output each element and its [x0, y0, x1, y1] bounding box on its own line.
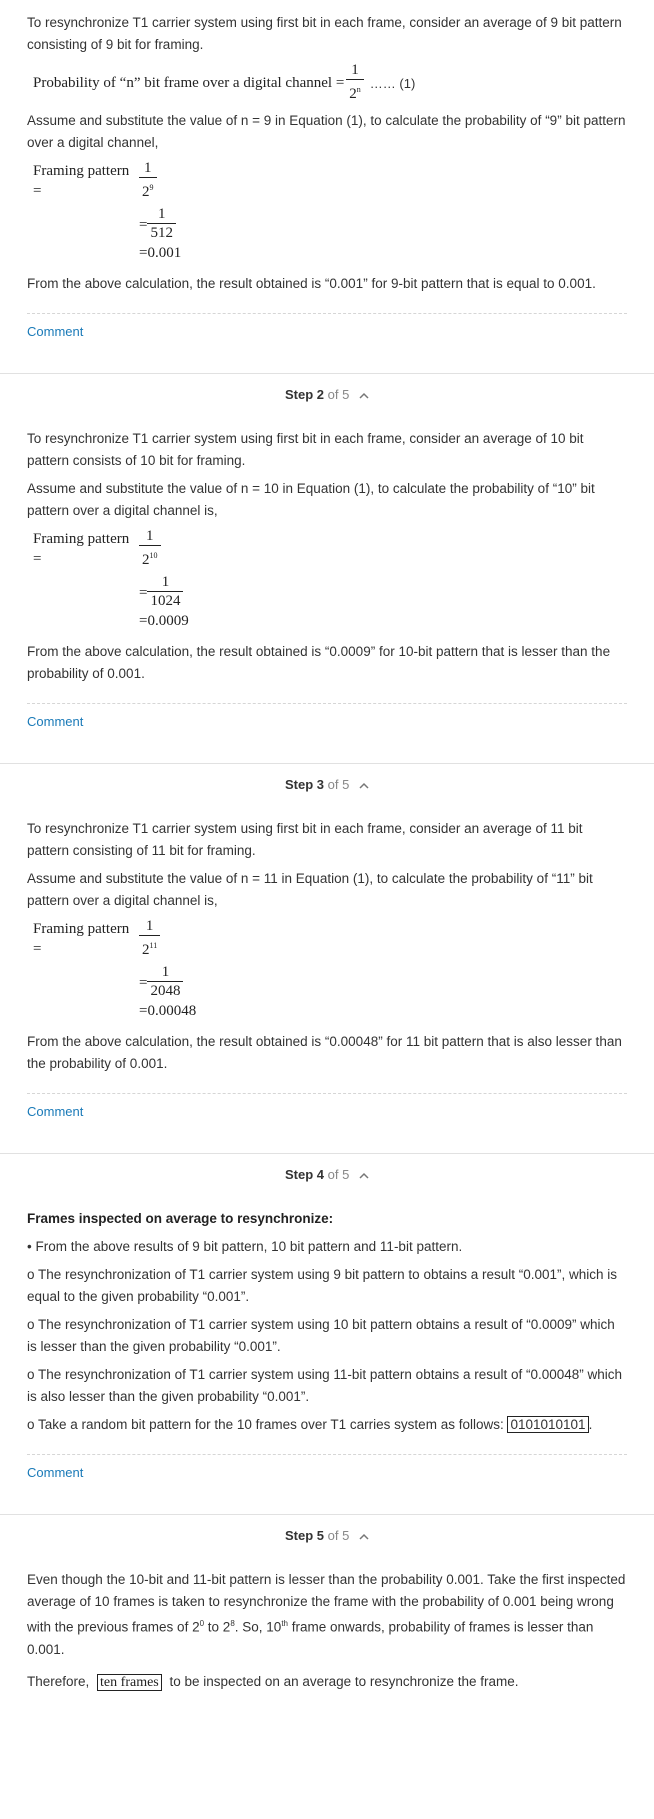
framing-pattern-label: Framing pattern = [33, 921, 130, 957]
equals-sign: = [139, 216, 148, 233]
step2-conclusion: From the above calculation, the result obtained is “0.0009” for 10-bit pattern that is lesser than the probability of 0.001. [27, 644, 611, 681]
fraction-denominator: 2048 [150, 983, 181, 999]
step3-result: =0.00048 [139, 1003, 197, 1019]
step3-conclusion: From the above calculation, the result obtained is “0.00048” for 11 bit pattern that is also lesser than the probability of 0.001. [27, 1034, 622, 1071]
step1-fraction-1 [139, 160, 157, 202]
framing-pattern-label: Framing pattern = [33, 531, 130, 567]
text-fragment: to be inspected on an average to resynchronize the frame. [169, 1673, 519, 1689]
fraction-numerator: 1 [139, 528, 161, 546]
step3-fraction-2 [147, 964, 183, 1001]
fraction-numerator: 1 [139, 160, 157, 178]
fraction-numerator: 1 [147, 574, 183, 592]
fraction-denominator: 512 [150, 225, 173, 241]
step4-bullet-3: o The resynchronization of T1 carrier system using 10 bit pattern obtains a result of “0.0009” which is lesser than the given probability “0.001”. [27, 1317, 615, 1354]
step2-fraction-1 [139, 528, 161, 570]
step-count: of 5 [327, 387, 350, 402]
text-fragment: Even though the 10-bit and 11-bit pattern is lesser than the probability 0.001. Take the first inspected average of 10 frames is taken to resynchronize the frame with the probability of 0.001 being wrong with the previous frames of 2 [27, 1572, 626, 1635]
text-fragment: frame onwards, probability of frames is lesser than 0.001. [27, 1619, 594, 1657]
fraction-denominator [139, 936, 160, 960]
equals-sign: = [139, 584, 148, 601]
step4-body [0, 1208, 654, 1436]
step1-result: =0.001 [139, 245, 182, 261]
fraction-denominator: 1024 [150, 593, 181, 609]
step3-header[interactable] [0, 774, 654, 796]
step1-assume: Assume and substitute the value of n = 9 in Equation (1), to calculate the probability of “9” bit pattern over a digital channel, [27, 113, 626, 150]
fraction-base: 2 [142, 184, 150, 200]
fraction-denominator [139, 546, 161, 570]
step5-explanation [27, 1569, 627, 1661]
step3-fraction-1 [139, 918, 160, 960]
step1-body [0, 0, 654, 295]
step5-final-answer [27, 1671, 627, 1694]
equation-1-denominator [346, 80, 364, 104]
step4-bullet-2: o The resynchronization of T1 carrier system using 9 bit pattern to obtains a result “0.001”, which is equal to the given probability “0.001”. [27, 1267, 618, 1304]
comment-link[interactable]: Comment [27, 324, 84, 339]
superscript: 8 [230, 1619, 235, 1628]
chevron-up-icon[interactable] [359, 781, 369, 791]
equation-1-base: 2 [349, 86, 357, 102]
step3-assume: Assume and substitute the value of n = 11 in Equation (1), to calculate the probability of “11” bit pattern over a digital channel is, [27, 871, 593, 908]
divider [27, 703, 627, 704]
superscript: 0 [199, 1619, 205, 1628]
equals-sign: = [139, 974, 148, 991]
comment-link[interactable]: Comment [27, 1465, 84, 1480]
fraction-exponent: 11 [149, 941, 158, 950]
equation-1-exponent: n [356, 85, 361, 94]
fraction-numerator: 1 [147, 964, 183, 982]
superscript: th [281, 1619, 288, 1628]
step4-title: Frames inspected on average to resynchronize: [27, 1211, 334, 1226]
step-label: Step 2 [285, 387, 325, 402]
step-label: Step 3 [285, 777, 325, 792]
text-fragment: . So, 10 [234, 1619, 282, 1635]
step4-bullet-5 [27, 1414, 627, 1436]
step3-body [0, 818, 654, 1075]
fraction-exponent: 10 [149, 551, 158, 560]
step1-conclusion: From the above calculation, the result obtained is “0.001” for 9-bit pattern that is equal to 0.001. [27, 276, 596, 291]
bullet-text: o Take a random bit pattern for the 10 frames over T1 carries system as follows: [27, 1417, 504, 1432]
divider [27, 313, 627, 314]
step-label: Step 5 [285, 1528, 325, 1543]
text-fragment: to 2 [204, 1619, 231, 1635]
fraction-denominator [139, 178, 157, 202]
fraction-numerator: 1 [139, 918, 160, 936]
equation-1-label: Probability of “n” bit frame over a digital channel = [33, 74, 345, 91]
equation-1-number: …… (1) [369, 75, 416, 91]
divider [27, 1093, 627, 1094]
fraction-base: 2 [142, 942, 150, 958]
step4-bullet-4: o The resynchronization of T1 carrier system using 11-bit pattern obtains a result of “0.00048” which is also lesser than the given probability “0.001”. [27, 1367, 623, 1404]
step2-intro: To resynchronize T1 carrier system using first bit in each frame, consider an average of 10 bit pattern consists of 10 bit for framing. [27, 431, 584, 468]
step1-intro: To resynchronize T1 carrier system using first bit in each frame, consider an average of 9 bit pattern consisting of 9 bit for framing. [27, 15, 622, 52]
step4-header[interactable] [0, 1164, 654, 1186]
step2-result: =0.0009 [139, 613, 189, 629]
final-answer-box: ten frames [97, 1674, 162, 1691]
fraction-exponent: 9 [149, 183, 154, 192]
step2-fraction-2 [147, 574, 183, 611]
framing-pattern-label: Framing pattern = [33, 163, 130, 199]
text-fragment: Therefore, [27, 1673, 90, 1689]
step3-framing-calc [33, 918, 627, 1021]
fraction-base: 2 [142, 552, 150, 568]
fraction-numerator: 1 [147, 206, 176, 224]
period: . [588, 1417, 593, 1432]
step-label: Step 4 [285, 1167, 325, 1182]
step5-body [0, 1569, 654, 1694]
step2-assume: Assume and substitute the value of n = 10 in Equation (1), to calculate the probability of “10” bit pattern over a digital channel is, [27, 481, 595, 518]
equation-1-numerator: 1 [346, 62, 364, 80]
step2-header[interactable] [0, 384, 654, 406]
divider [27, 1454, 627, 1455]
step2-framing-calc [33, 528, 627, 631]
step-count: of 5 [327, 777, 350, 792]
step-count: of 5 [327, 1167, 350, 1182]
step2-body [0, 428, 654, 685]
chevron-up-icon[interactable] [359, 391, 369, 401]
equation-1-fraction [346, 62, 364, 104]
boxed-answer: 0101010101 [507, 1416, 588, 1433]
step1-framing-calc [33, 160, 627, 263]
step1-fraction-2 [147, 206, 176, 243]
chevron-up-icon[interactable] [359, 1532, 369, 1542]
comment-link[interactable]: Comment [27, 1104, 84, 1119]
equation-1 [33, 64, 627, 102]
step5-header[interactable] [0, 1525, 654, 1547]
comment-link[interactable]: Comment [27, 714, 84, 729]
step4-bullet-1: • From the above results of 9 bit pattern, 10 bit pattern and 11-bit pattern. [27, 1239, 463, 1254]
chevron-up-icon[interactable] [359, 1171, 369, 1181]
step-count: of 5 [327, 1528, 350, 1543]
step3-intro: To resynchronize T1 carrier system using first bit in each frame, consider an average of 11 bit pattern consisting of 11 bit for framing. [27, 821, 583, 858]
